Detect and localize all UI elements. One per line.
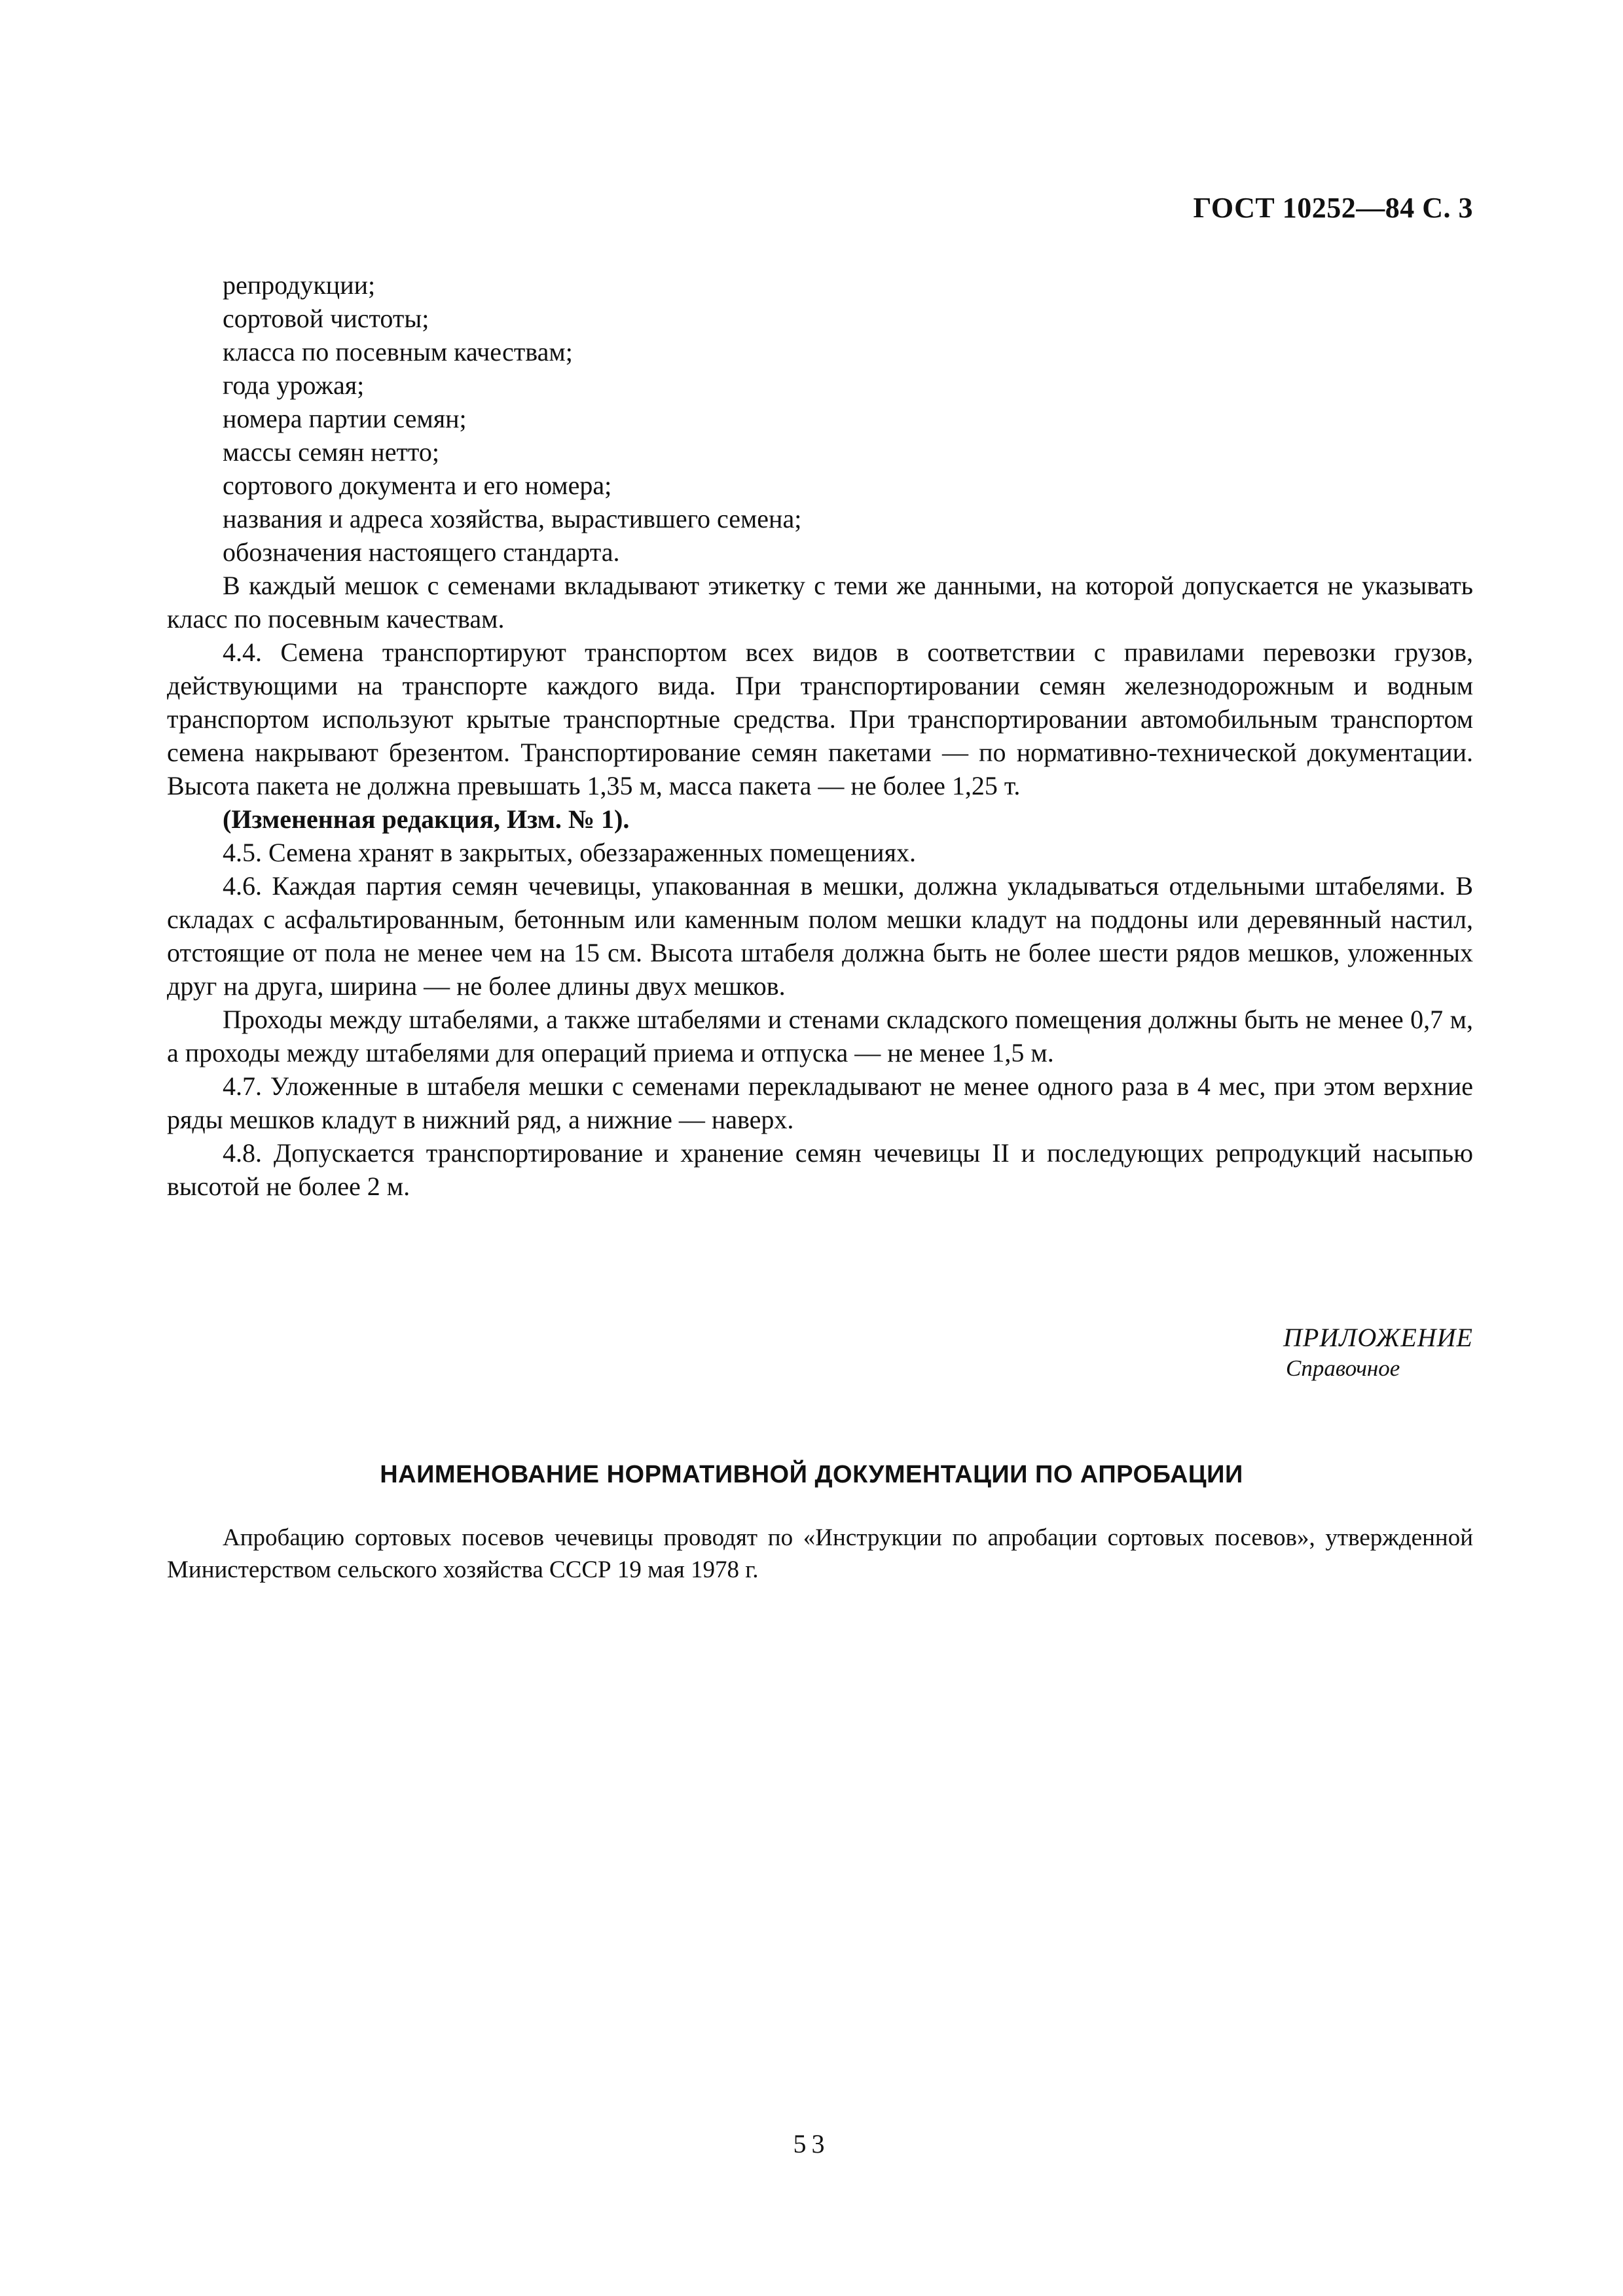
list-item: репродукции; — [223, 270, 376, 300]
main-text — [167, 268, 1473, 1203]
label-field-list — [167, 268, 1473, 569]
paragraph-4-5: 4.5. Семена хранят в закрытых, обеззараженных помещениях. — [223, 838, 916, 867]
appendix-subtitle: Справочное — [1286, 1355, 1400, 1381]
list-item: номера партии семян; — [223, 404, 467, 433]
paragraph-4-8: 4.8. Допускается транспортирование и хранение семян чечевицы II и последующих репродукций насыпью высотой не более 2 м. — [167, 1138, 1473, 1201]
appendix-title: ПРИЛОЖЕНИЕ — [1283, 1323, 1473, 1352]
document-header: ГОСТ 10252—84 С. 3 — [1193, 192, 1473, 224]
paragraph-label-insert: В каждый мешок с семенами вкладывают этикетку с теми же данными, на которой допускается не указывать класс по посевным качествам. — [167, 571, 1473, 634]
appendix-label — [1283, 1322, 1473, 1382]
paragraph-passages: Проходы между штабелями, а также штабелями и стенами складского помещения должны быть не менее 0,7 м, а проходы между штабелями для операций приема и отпуска — не менее 1,5 м. — [167, 1005, 1473, 1067]
paragraph-4-4: 4.4. Семена транспортируют транспортом всех видов в соответствии с правилами перевозки грузов, действующими на транспорте каждого вида. При транспортировании семян железнодорожным и водным транспортом используют крытые транспортные средства. При транспортировании автомобильным транспортом семена накрывают брезентом. Транспортирование семян пакетами — по нормативно-технической документации. Высота пакета не должна превышать 1,35 м, масса пакета — не более 1,25 т. — [167, 637, 1473, 800]
list-item: класса по посевным качествам; — [223, 337, 573, 367]
section-body: Апробацию сортовых посевов чечевицы проводят по «Инструкции по апробации сортовых посевов», утвержденной Министерством сельского хозяйства СССР 19 мая 1978 г. — [167, 1524, 1473, 1583]
paragraph-4-7: 4.7. Уложенные в штабеля мешки с семенами перекладывают не менее одного раза в 4 мес, при этом верхние ряды мешков кладут в нижний ряд, а нижние — наверх. — [167, 1071, 1473, 1134]
paragraph-4-6: 4.6. Каждая партия семян чечевицы, упакованная в мешки, должна укладываться отдельными штабелями. В складах с асфальтированным, бетонным или каменным полом мешки кладут на поддоны или деревянный настил, отстоящие от пола не менее чем на 15 см. Высота штабеля должна быть не более шести рядов мешков, уложенных друг на друга, ширина — не более длины двух мешков. — [167, 871, 1473, 1001]
amendment-note: (Измененная редакция, Изм. № 1). — [223, 804, 630, 834]
list-item: сортовой чистоты; — [223, 304, 429, 333]
page-number: 53 — [793, 2129, 830, 2159]
list-item: массы семян нетто; — [223, 437, 439, 467]
section-title: НАИМЕНОВАНИЕ НОРМАТИВНОЙ ДОКУМЕНТАЦИИ ПО АПРОБАЦИИ — [380, 1461, 1243, 1488]
list-item: названия и адреса хозяйства, вырастившего семена; — [223, 504, 802, 533]
list-item: сортового документа и его номера; — [223, 471, 612, 500]
list-item: обозначения настоящего стандарта. — [223, 537, 620, 567]
list-item: года урожая; — [223, 370, 365, 400]
